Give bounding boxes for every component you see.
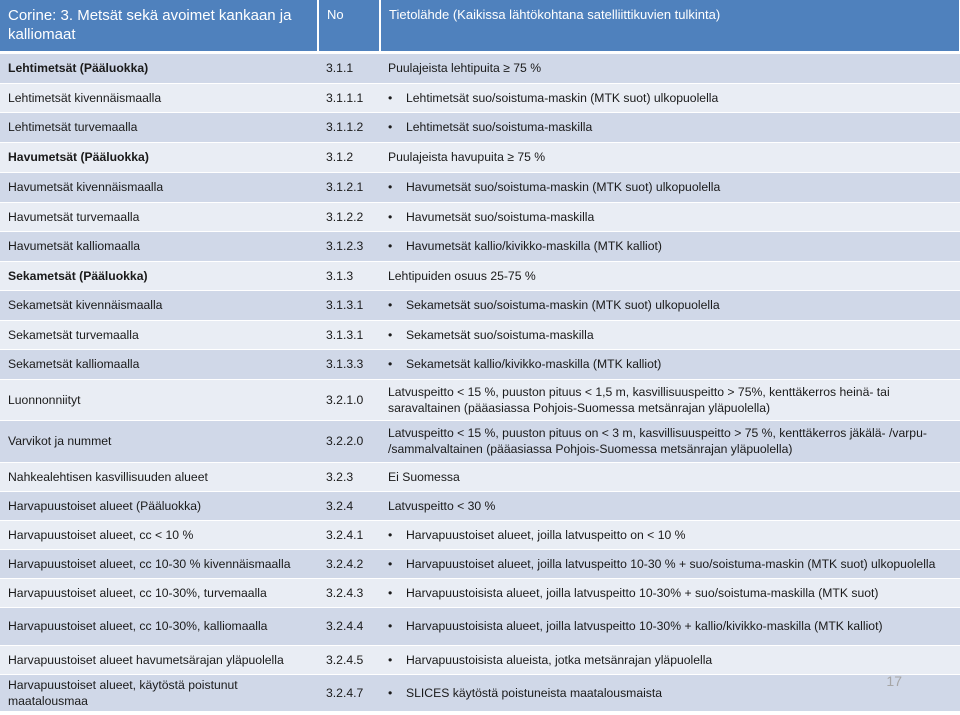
class-code-cell: 3.1.3.3 <box>318 349 380 379</box>
page-number: 17 <box>886 673 902 689</box>
class-code-cell: 3.2.1.0 <box>318 379 380 420</box>
bullet-icon: • <box>388 527 393 542</box>
class-name-cell: Sekametsät turvemaalla <box>0 320 318 349</box>
class-code-cell: 3.2.4.1 <box>318 520 380 549</box>
class-name-cell: Lehtimetsät (Pääluokka) <box>0 52 318 83</box>
source-description-cell <box>380 379 960 420</box>
table-row <box>0 172 960 202</box>
class-name-cell: Harvapuustoiset alueet, käytöstä poistunut maatalousmaa <box>0 674 318 711</box>
description-text: Havumetsät suo/soistuma-maskilla <box>406 209 595 224</box>
class-name-cell: Nahkealehtisen kasvillisuuden alueet <box>0 462 318 491</box>
description-text: Puulajeista havupuita ≥ 75 % <box>388 150 546 164</box>
table-row <box>0 202 960 231</box>
description-text: Havumetsät kallio/kivikko-maskilla (MTK kalliot) <box>406 239 662 253</box>
source-description-cell <box>380 112 960 142</box>
source-description-cell <box>380 578 960 607</box>
source-description-cell <box>380 420 960 462</box>
class-name-cell: Havumetsät (Pääluokka) <box>0 142 318 172</box>
bullet-icon: • <box>388 180 393 194</box>
description-text: Ei Suomessa <box>388 469 460 484</box>
bullet-icon: • <box>388 327 393 342</box>
class-name-cell: Sekametsät (Pääluokka) <box>0 261 318 290</box>
bullet-icon: • <box>388 685 393 700</box>
bullet-icon: • <box>388 120 393 134</box>
table-row <box>0 645 960 674</box>
source-description-cell <box>380 549 960 578</box>
table-row <box>0 231 960 261</box>
class-code-cell: 3.1.1.2 <box>318 112 380 142</box>
description-text: Havumetsät suo/soistuma-maskin (MTK suot) ulkopuolella <box>406 180 721 194</box>
description-text: Lehtipuiden osuus 25-75 % <box>388 268 536 283</box>
table-row <box>0 349 960 379</box>
table-row <box>0 320 960 349</box>
description-text: Harvapuustoiset alueet, joilla latvuspeitto 10-30 % + suo/soistuma-maskin (MTK suot) ulkopuolella <box>406 556 936 571</box>
table-row <box>0 491 960 520</box>
table-row <box>0 261 960 290</box>
class-code-cell: 3.1.2 <box>318 142 380 172</box>
bullet-icon: • <box>388 298 393 312</box>
description-text: Latvuspeitto < 30 % <box>388 498 496 513</box>
source-description-cell <box>380 142 960 172</box>
table-row <box>0 520 960 549</box>
class-name-cell: Harvapuustoiset alueet, cc 10-30 % kivennäismaalla <box>0 549 318 578</box>
header-row <box>0 0 960 52</box>
description-text: Latvuspeitto < 15 %, puuston pituus < 1,5 m, kasvillisuuspeitto > 75%, kenttäkerros heinä- tai saravaltainen (pääasiassa Pohjois-Suomessa metsänrajan yläpuolella) <box>388 384 890 415</box>
header-corine-class: Corine: 3. Metsät sekä avoimet kankaan ja kalliomaat <box>0 0 318 52</box>
class-name-cell: Havumetsät kivennäismaalla <box>0 172 318 202</box>
source-description-cell <box>380 290 960 320</box>
class-name-cell: Havumetsät turvemaalla <box>0 202 318 231</box>
source-description-cell <box>380 231 960 261</box>
class-name-cell: Lehtimetsät kivennäismaalla <box>0 83 318 112</box>
table-row <box>0 462 960 491</box>
class-code-cell: 3.1.2.3 <box>318 231 380 261</box>
source-description-cell <box>380 83 960 112</box>
class-code-cell: 3.1.3.1 <box>318 290 380 320</box>
source-description-cell <box>380 607 960 645</box>
class-name-cell: Harvapuustoiset alueet (Pääluokka) <box>0 491 318 520</box>
table-row <box>0 83 960 112</box>
class-code-cell: 3.1.2.2 <box>318 202 380 231</box>
class-code-cell: 3.2.4.4 <box>318 607 380 645</box>
source-description-cell <box>380 674 960 711</box>
class-code-cell: 3.1.3.1 <box>318 320 380 349</box>
source-description-cell <box>380 320 960 349</box>
table-row <box>0 420 960 462</box>
bullet-icon: • <box>388 90 393 105</box>
class-code-cell: 3.2.4.7 <box>318 674 380 711</box>
class-code-cell: 3.2.2.0 <box>318 420 380 462</box>
source-description-cell <box>380 462 960 491</box>
description-text: Harvapuustoisista alueista, jotka metsänrajan yläpuolella <box>406 652 713 667</box>
source-description-cell <box>380 349 960 379</box>
description-text: Lehtimetsät suo/soistuma-maskin (MTK suot) ulkopuolella <box>406 90 719 105</box>
class-name-cell: Harvapuustoiset alueet, cc < 10 % <box>0 520 318 549</box>
class-code-cell: 3.2.4.2 <box>318 549 380 578</box>
bullet-icon: • <box>388 585 393 600</box>
description-text: SLICES käytöstä poistuneista maatalousmaista <box>406 685 663 700</box>
source-description-cell <box>380 52 960 83</box>
description-text: Harvapuustoiset alueet, joilla latvuspeitto on < 10 % <box>406 527 686 542</box>
description-text: Harvapuustoisista alueet, joilla latvuspeitto 10-30% + suo/soistuma-maskilla (MTK suot) <box>406 585 879 600</box>
description-text: Latvuspeitto < 15 %, puuston pituus on < 3 m, kasvillisuuspeitto > 75 %, kenttäkerros jäkälä- /varpu- /sammalvaltainen (pääasiassa Pohjois-Suomessa metsänrajan yläpuolella) <box>388 426 927 456</box>
description-text: Puulajeista lehtipuita ≥ 75 % <box>388 61 542 75</box>
bullet-icon: • <box>388 239 393 253</box>
bullet-icon: • <box>388 652 393 667</box>
table-row <box>0 379 960 420</box>
class-name-cell: Lehtimetsät turvemaalla <box>0 112 318 142</box>
description-text: Sekametsät suo/soistuma-maskilla <box>406 327 594 342</box>
class-name-cell: Sekametsät kivennäismaalla <box>0 290 318 320</box>
source-description-cell <box>380 645 960 674</box>
class-code-cell: 3.2.3 <box>318 462 380 491</box>
header-number: No <box>318 0 380 52</box>
class-code-cell: 3.1.1 <box>318 52 380 83</box>
source-description-cell <box>380 491 960 520</box>
class-code-cell: 3.2.4 <box>318 491 380 520</box>
class-code-cell: 3.1.3 <box>318 261 380 290</box>
description-text: Lehtimetsät suo/soistuma-maskilla <box>406 120 593 134</box>
class-code-cell: 3.2.4.5 <box>318 645 380 674</box>
description-text: Sekametsät kallio/kivikko-maskilla (MTK kalliot) <box>406 357 662 371</box>
source-description-cell <box>380 520 960 549</box>
table-row <box>0 290 960 320</box>
source-description-cell <box>380 202 960 231</box>
class-name-cell: Harvapuustoiset alueet, cc 10-30%, turvemaalla <box>0 578 318 607</box>
table-row <box>0 674 960 711</box>
bullet-icon: • <box>388 556 393 571</box>
description-text: Sekametsät suo/soistuma-maskin (MTK suot) ulkopuolella <box>406 298 720 312</box>
header-data-source: Tietolähde (Kaikissa lähtökohtana satelliittikuvien tulkinta) <box>380 0 960 52</box>
bullet-icon: • <box>388 357 393 371</box>
source-description-cell <box>380 261 960 290</box>
table-row <box>0 578 960 607</box>
table-row <box>0 549 960 578</box>
table-row <box>0 52 960 83</box>
class-name-cell: Harvapuustoiset alueet, cc 10-30%, kalliomaalla <box>0 607 318 645</box>
class-name-cell: Varvikot ja nummet <box>0 420 318 462</box>
class-name-cell: Luonnonniityt <box>0 379 318 420</box>
bullet-icon: • <box>388 209 393 224</box>
table-row <box>0 607 960 645</box>
class-name-cell: Sekametsät kalliomaalla <box>0 349 318 379</box>
class-name-cell: Harvapuustoiset alueet havumetsärajan yläpuolella <box>0 645 318 674</box>
class-code-cell: 3.2.4.3 <box>318 578 380 607</box>
table-row <box>0 112 960 142</box>
source-description-cell <box>380 172 960 202</box>
class-code-cell: 3.1.2.1 <box>318 172 380 202</box>
class-code-cell: 3.1.1.1 <box>318 83 380 112</box>
class-name-cell: Havumetsät kalliomaalla <box>0 231 318 261</box>
description-text: Harvapuustoisista alueet, joilla latvuspeitto 10-30% + kallio/kivikko-maskilla (MTK kalliot) <box>406 619 883 633</box>
bullet-icon: • <box>388 619 393 633</box>
table-row <box>0 142 960 172</box>
